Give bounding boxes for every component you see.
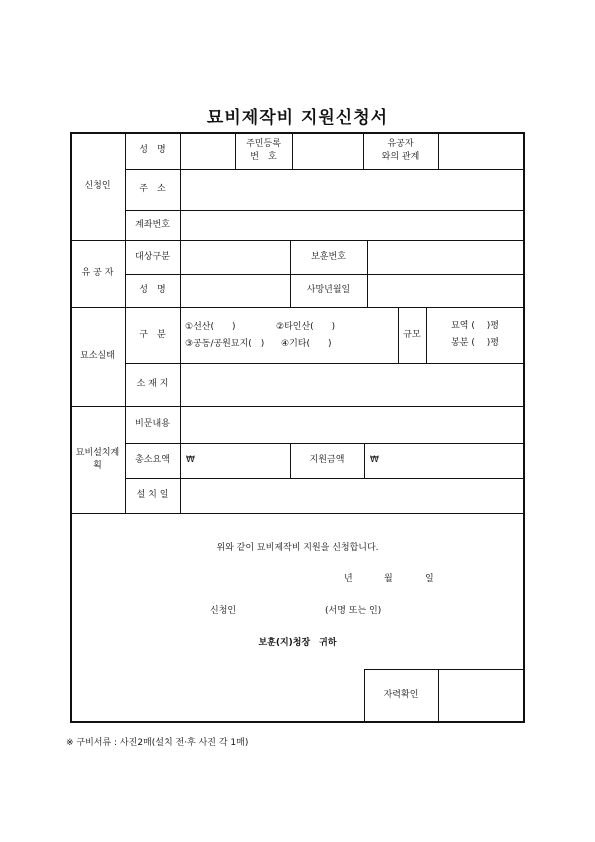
scale-area: 묘역 ( )평	[451, 321, 499, 331]
merit-name-field[interactable]	[180, 274, 290, 307]
merit-type-field[interactable]	[180, 240, 290, 274]
application-form	[70, 132, 525, 723]
recipient: 보훈(지)청장 귀하	[258, 638, 337, 648]
kind-option-1[interactable]: ①선산( )	[185, 322, 236, 332]
grave-location-label: 소 재 지	[136, 379, 169, 389]
grave-scale-label: 규모	[403, 329, 421, 340]
date-month: 월	[384, 574, 393, 584]
relation-label-line1: 유공자	[387, 138, 414, 149]
rrn-label-line2: 번 호	[250, 151, 277, 162]
merit-death-label: 사망년월일	[306, 285, 351, 295]
sign-or-seal: (서명 또는 인)	[325, 606, 382, 616]
scale-mound: 봉분 ( )평	[451, 338, 499, 348]
inscription-label: 비문내용	[135, 419, 170, 429]
kind-option-2[interactable]: ②타인산( )	[276, 322, 336, 332]
applicant-sign-label: 신청인	[210, 606, 237, 616]
total-cost-label: 총소요액	[135, 455, 170, 465]
inscription-field[interactable]	[180, 406, 524, 443]
verify-label: 자력확인	[383, 689, 419, 700]
rrn-label-line1: 주민등록	[246, 138, 281, 149]
grave-kind-label: 구 분	[139, 329, 166, 340]
total-cost-field[interactable]: ₩	[186, 455, 195, 465]
plan-section-label	[70, 406, 125, 513]
kind-option-3[interactable]: ③공동/공원묘지( )	[185, 339, 265, 349]
plan-label-line2: 획	[93, 460, 102, 471]
grave-section-label: 묘소실태	[80, 351, 115, 361]
date-year: 년	[344, 574, 353, 584]
install-date-field[interactable]	[180, 478, 524, 513]
applicant-rrn-field[interactable]	[292, 132, 363, 169]
applicant-address-label: 주 소	[139, 184, 166, 194]
support-amount-field[interactable]: ₩	[370, 455, 379, 465]
plan-label-line1: 묘비설치계	[75, 447, 120, 458]
request-statement: 위와 같이 묘비제작비 지원을 신청합니다.	[216, 543, 379, 553]
form-title: 묘비제작비 지원신청서	[206, 108, 389, 128]
applicant-relation-label	[363, 132, 438, 169]
applicant-account-field[interactable]	[180, 210, 524, 240]
install-date-label: 설 치 일	[136, 490, 169, 500]
divider	[70, 513, 525, 514]
applicant-name-label: 성 명	[139, 145, 166, 155]
applicant-account-label: 계좌번호	[135, 219, 170, 230]
merit-name-label: 성 명	[139, 285, 166, 295]
applicant-relation-field[interactable]	[438, 132, 524, 169]
grave-scale-field[interactable]	[426, 307, 524, 363]
applicant-rrn-label	[235, 132, 292, 169]
applicant-section-label: 신청인	[84, 180, 111, 191]
kind-option-4[interactable]: ④기타( )	[281, 339, 332, 349]
merit-death-field[interactable]	[367, 274, 524, 307]
merit-section-label: 유 공 자	[81, 268, 114, 278]
date-day: 일	[425, 574, 434, 584]
merit-type-label: 대상구분	[135, 251, 170, 262]
relation-label-line2: 와의 관계	[381, 151, 420, 162]
required-documents-note: ※ 구비서류 : 사진2매(설치 전·후 사진 각 1매)	[66, 738, 249, 748]
grave-kind-options	[180, 307, 398, 363]
merit-id-field[interactable]	[367, 240, 524, 274]
applicant-address-field[interactable]	[180, 169, 524, 210]
applicant-name-field[interactable]	[180, 132, 235, 169]
merit-id-label: 보훈번호	[311, 251, 346, 262]
grave-location-field[interactable]	[180, 363, 524, 406]
support-amount-label: 지원금액	[309, 455, 345, 465]
border-bottom	[70, 721, 525, 723]
verify-field[interactable]	[438, 669, 523, 721]
